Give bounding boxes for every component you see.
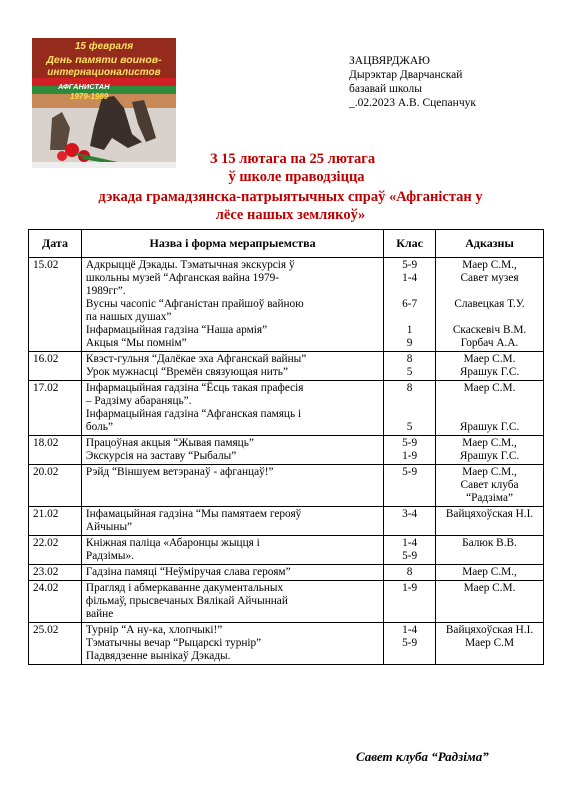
responsible-name: Балюк В.В. xyxy=(462,537,517,549)
responsible-name: Ярашук Г.С. xyxy=(459,450,520,462)
responsible-name: Славецкая Т.У. xyxy=(454,298,525,310)
responsible-name xyxy=(440,285,539,298)
cell-events xyxy=(81,581,383,623)
cell-date: 23.02 xyxy=(29,565,82,581)
grade-value: 8 xyxy=(406,566,413,578)
table-row xyxy=(29,536,544,565)
responsible-name: Маер С.М. xyxy=(463,353,516,365)
event-text-line: Акцыя “Мы помнім” xyxy=(85,337,187,349)
cell-responsible xyxy=(436,623,544,665)
responsible-name: Ярашук Г.С. xyxy=(459,421,520,433)
header-date: Дата xyxy=(29,230,82,258)
event-text-line: Інфармацыйная гадзіна “Афганская памяць і xyxy=(85,408,302,420)
event-text-line: Урок мужнасці “Времён связующая нить” xyxy=(85,366,288,378)
header-responsible: Адказны xyxy=(436,230,544,258)
responsible-name: Маер С.М., xyxy=(462,466,517,478)
title-line-2: ў школе праводзіцца xyxy=(228,169,365,185)
grade-value xyxy=(388,408,431,421)
title-line-4: лёсе нашых землякоў» xyxy=(215,207,366,223)
responsible-name: Маер С.М., xyxy=(462,259,517,271)
event-text-line: Кніжная паліца «Абаронцы жыцця і xyxy=(85,537,260,549)
grade-value: 1 xyxy=(406,324,413,336)
responsible-name: Вайцяхоўская Н.І. xyxy=(445,624,534,636)
responsible-name xyxy=(440,311,539,324)
poster-country: АФГАНИСТАН xyxy=(58,82,110,91)
event-text-line: боль” xyxy=(85,421,113,433)
header-grade: Клас xyxy=(384,230,436,258)
event-text-line: Радзімы». xyxy=(85,550,134,562)
cell-date: 20.02 xyxy=(29,465,82,507)
responsible-name: Маер С.М., xyxy=(462,437,517,449)
approval-line: _.02.2023 А.В. Сцепанчук xyxy=(349,97,476,109)
responsible-name: Маер С.М. xyxy=(463,382,516,394)
title-line-1: З 15 лютага па 25 лютага xyxy=(209,151,376,167)
cell-events xyxy=(81,623,383,665)
table-row xyxy=(29,381,544,436)
grade-value: 5-9 xyxy=(402,437,418,449)
cell-grade xyxy=(384,436,436,465)
event-text-line: – Радзіму абараняць”. xyxy=(85,395,192,407)
cell-grade xyxy=(384,507,436,536)
event-text-line: 1989гг”. xyxy=(85,285,126,297)
cell-events xyxy=(81,258,383,352)
event-text-line: Тэматычны вечар “Рыцарскі турнір” xyxy=(85,637,262,649)
cell-grade xyxy=(384,465,436,507)
grade-value: 9 xyxy=(406,337,413,349)
event-text-line: па нашых душах” xyxy=(85,311,172,323)
table-row xyxy=(29,258,544,352)
cell-responsible xyxy=(436,507,544,536)
responsible-name: Савет музея xyxy=(460,272,519,284)
cell-date: 21.02 xyxy=(29,507,82,536)
events-table xyxy=(28,229,544,665)
poster-image xyxy=(32,38,176,168)
table-row xyxy=(29,565,544,581)
cell-grade xyxy=(384,258,436,352)
responsible-name: Маер С.М. xyxy=(463,582,516,594)
event-text-line: Турнір “А ну-ка, хлопчыкі!” xyxy=(85,624,223,636)
cell-grade xyxy=(384,381,436,436)
grade-value: 1-4 xyxy=(402,272,418,284)
responsible-name: Ярашук Г.С. xyxy=(459,366,520,378)
responsible-name: Савет клуба xyxy=(460,479,519,491)
cell-responsible xyxy=(436,352,544,381)
approval-line: ЗАЦВЯРДЖАЮ xyxy=(349,55,430,67)
grade-value xyxy=(388,285,431,298)
event-text-line: Квэст-гульня “Далёкае эха Афганскай вайны” xyxy=(85,353,307,365)
grade-value: 1-9 xyxy=(402,450,418,462)
table-body xyxy=(29,258,544,665)
event-text-line: Экскурсія на заставу “Рыбалы” xyxy=(85,450,237,462)
responsible-name: Маер С.М., xyxy=(462,566,517,578)
approval-line: базавай школы xyxy=(349,83,422,95)
event-text-line: вайне xyxy=(85,608,114,620)
grade-value: 3-4 xyxy=(402,508,418,520)
cell-events xyxy=(81,436,383,465)
grade-value: 5-9 xyxy=(402,550,418,562)
grade-value: 6-7 xyxy=(402,298,418,310)
responsible-name: Вайцяхоўская Н.І. xyxy=(445,508,534,520)
table-header-row xyxy=(29,230,544,258)
responsible-name: Скаскевіч В.М. xyxy=(452,324,527,336)
event-text-line: Падвядзенне вынікаў Дэкады. xyxy=(85,650,231,662)
event-text-line: Вусны часопіс “Афганістан прайшоў вайною xyxy=(85,298,304,310)
responsible-name xyxy=(440,395,539,408)
cell-grade xyxy=(384,581,436,623)
grade-value: 5 xyxy=(406,421,413,433)
cell-date: 24.02 xyxy=(29,581,82,623)
event-text-line: школьны музей “Афганская вайна 1979- xyxy=(85,272,280,284)
grade-value xyxy=(388,395,431,408)
title-line-3: дэкада грамадзянска-патрыятычных спраў «Афганістан у xyxy=(98,189,483,205)
cell-date: 17.02 xyxy=(29,381,82,436)
table-row xyxy=(29,623,544,665)
cell-events xyxy=(81,352,383,381)
responsible-name: Маер С.М xyxy=(465,637,515,649)
cell-date: 16.02 xyxy=(29,352,82,381)
poster-years: 1979-1989 xyxy=(70,92,109,101)
event-text-line: Рэйд “Віншуем ветэранаў - афганцаў!” xyxy=(85,466,274,478)
event-text-line: Прагляд і абмеркаванне дакументальных xyxy=(85,582,284,594)
responsible-name xyxy=(440,408,539,421)
cell-grade xyxy=(384,565,436,581)
event-text-line: Адкрыццё Дэкады. Тэматычная экскурсія ў xyxy=(85,259,295,271)
grade-value: 1-9 xyxy=(402,582,418,594)
event-text-line: Інфамацыйная гадзіна “Мы памятаем герояў xyxy=(85,508,302,520)
header-event: Назва і форма мерапрыемства xyxy=(81,230,383,258)
footer-signature: Савет клуба “Радзіма” xyxy=(356,749,489,764)
cell-responsible xyxy=(436,581,544,623)
cell-events xyxy=(81,381,383,436)
cell-events xyxy=(81,565,383,581)
cell-grade xyxy=(384,352,436,381)
grade-value: 8 xyxy=(406,353,413,365)
cell-responsible xyxy=(436,258,544,352)
grade-value: 8 xyxy=(406,382,413,394)
table-row xyxy=(29,352,544,381)
event-text-line: Гадзіна памяці “Неўміручая слава героям” xyxy=(85,566,291,578)
cell-responsible xyxy=(436,536,544,565)
cell-date: 25.02 xyxy=(29,623,82,665)
cell-events xyxy=(81,465,383,507)
responsible-name: “Радзіма” xyxy=(466,492,513,504)
grade-value: 5 xyxy=(406,366,413,378)
grade-value xyxy=(388,311,431,324)
table-row xyxy=(29,507,544,536)
grade-value: 5-9 xyxy=(402,466,418,478)
responsible-name: Горбач А.А. xyxy=(460,337,519,349)
cell-date: 22.02 xyxy=(29,536,82,565)
cell-responsible xyxy=(436,465,544,507)
poster-line-1: День памяти воинов- xyxy=(46,54,162,66)
event-text-line: Працоўная акцыя “Жывая памяць” xyxy=(85,437,254,449)
cell-events xyxy=(81,536,383,565)
poster-date: 15 февраля xyxy=(74,41,134,52)
grade-value: 1-4 xyxy=(402,537,418,549)
event-text-line: Айчыны” xyxy=(85,521,133,533)
table-row xyxy=(29,465,544,507)
approval-line: Дырэктар Дварчанскай xyxy=(349,69,463,81)
event-text-line: фільмаў, прысвечаных Вялікай Айчыннай xyxy=(85,595,288,607)
table-row xyxy=(29,581,544,623)
grade-value: 5-9 xyxy=(402,259,418,271)
event-text-line: Інфармацыйная гадзіна “Ёсць такая прафесія xyxy=(85,382,304,394)
approval-block xyxy=(349,54,476,110)
table-row xyxy=(29,436,544,465)
cell-responsible xyxy=(436,381,544,436)
cell-responsible xyxy=(436,436,544,465)
cell-events xyxy=(81,507,383,536)
poster-line-2: интернационалистов xyxy=(47,67,161,78)
cell-responsible xyxy=(436,565,544,581)
event-text-line: Інфармацыйная гадзіна “Наша армія” xyxy=(85,324,268,336)
grade-value: 5-9 xyxy=(402,637,418,649)
cell-grade xyxy=(384,536,436,565)
cell-date: 18.02 xyxy=(29,436,82,465)
cell-date: 15.02 xyxy=(29,258,82,352)
grade-value: 1-4 xyxy=(402,624,418,636)
cell-grade xyxy=(384,623,436,665)
